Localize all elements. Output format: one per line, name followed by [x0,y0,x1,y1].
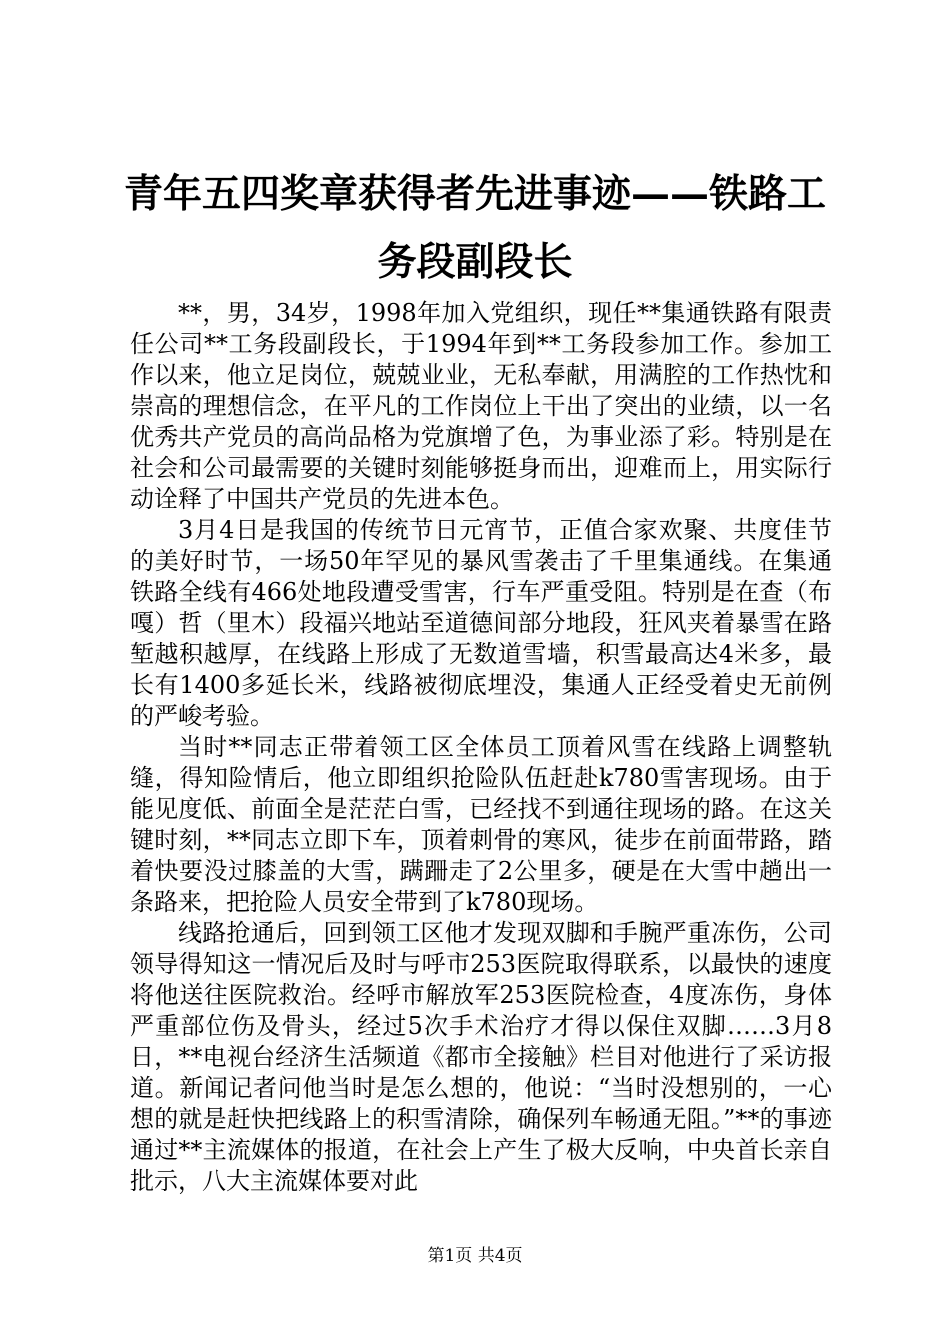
paragraph-2: 3月4日是我国的传统节日元宵节，正值合家欢聚、共度佳节的美好时节，一场50年罕见的暴风雪袭击了千里集通线。在集通铁路全线有466处地段遭受雪害，行车严重受阻。特别是在查（布嘎）哲（里木）段福兴地站至道德间部分地段，狂风夹着暴雪在路堑越积越厚，在线路上形成了无数道雪墙，积雪最高达4米多，最长有1400多延长米，线路被彻底埋没，集通人正经受着史无前例的严峻考验。 [130,516,832,730]
paragraph-3: 当时**同志正带着领工区全体员工顶着风雪在线路上调整轨缝，得知险情后，他立即组织抢险队伍赶赴k780雪害现场。由于能见度低、前面全是茫茫白雪，已经找不到通往现场的路。在这关键时刻，**同志立即下车，顶着刺骨的寒风，徒步在前面带路，踏着快要没过膝盖的大雪，蹒跚走了2公里多，硬是在大雪中趟出一条路来，把抢险人员安全带到了k780现场。 [130,733,832,916]
paragraph-1: **，男，34岁，1998年加入党组织，现任**集通铁路有限责任公司**工务段副段长，于1994年到**工务段参加工作。参加工作以来，他立足岗位，兢兢业业，无私奉献，用满腔的工作热忱和崇高的理想信念，在平凡的工作岗位上干出了突出的业绩，以一名优秀共产党员的高尚品格为党旗增了色，为事业添了彩。特别是在社会和公司最需要的关键时刻能够挺身而出，迎难而上，用实际行动诠释了中国共产党员的先进本色。 [130,299,832,513]
document-body [130,298,832,1197]
document-title: 青年五四奖章获得者先进事迹——铁路工务段副段长 [123,171,826,285]
page-footer: 第1页 共4页 [427,1246,523,1266]
paragraph-4: 线路抢通后，回到领工区他才发现双脚和手腕严重冻伤，公司领导得知这一情况后及时与呼市253医院取得联系，以最快的速度将他送往医院救治。经呼市解放军253医院检查，4度冻伤，身体严重部位伤及骨头，经过5次手术治疗才得以保住双脚……3月8日，**电视台经济生活频道《都市全接触》栏目对他进行了采访报道。新闻记者问他当时是怎么想的，他说：“当时没想别的，一心想的就是赶快把线路上的积雪清除，确保列车畅通无阻。”**的事迹通过**主流媒体的报道，在社会上产生了极大反响，中央首长亲自批示，八大主流媒体要对此 [130,919,832,1195]
